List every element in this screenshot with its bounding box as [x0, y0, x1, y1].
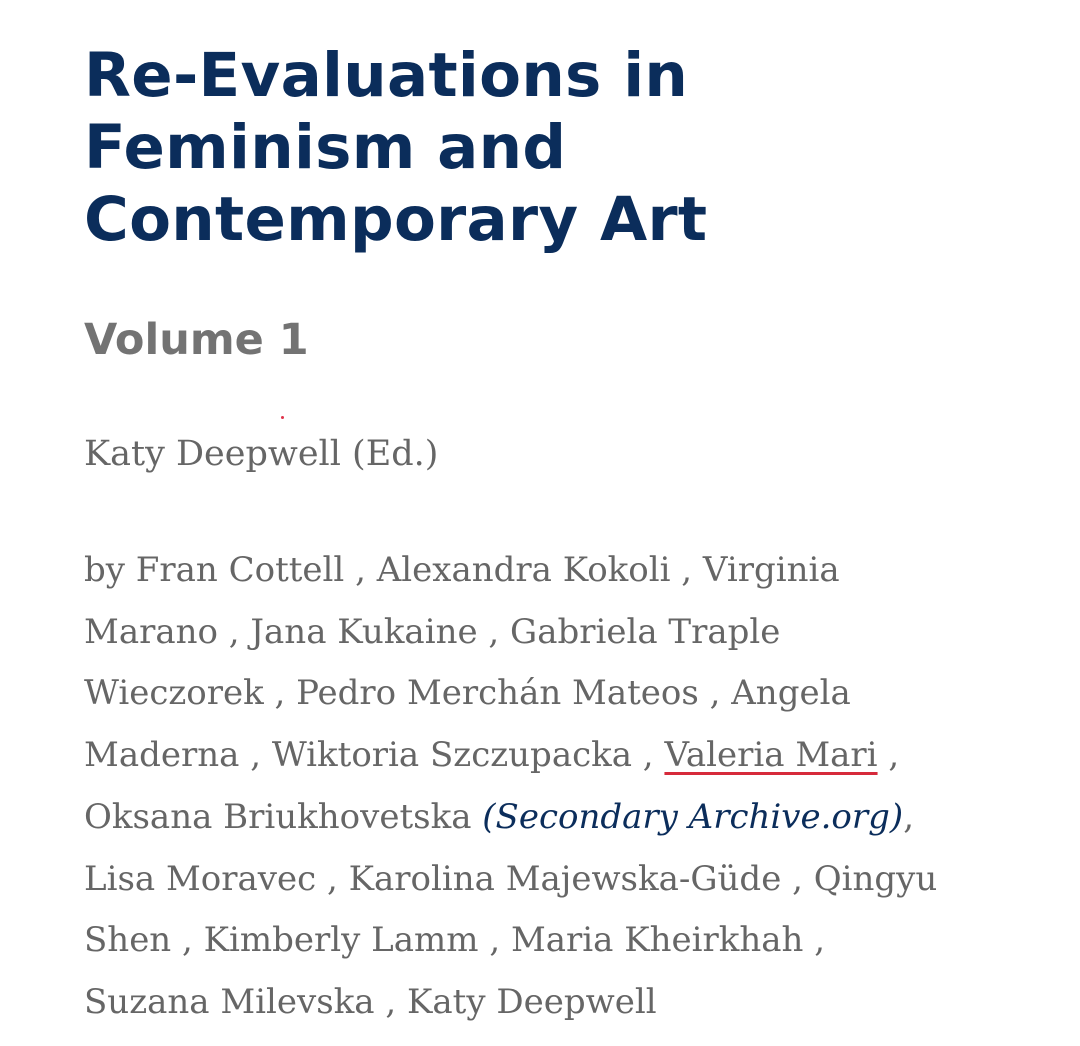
red-dot-mark [281, 416, 284, 419]
author-link[interactable]: Karolina Majewska-Güde [348, 858, 782, 899]
editor-credit: Katy Deepwell (Ed.) [84, 434, 439, 474]
author-link[interactable]: Alexandra Kokoli [376, 550, 671, 590]
author-link[interactable]: Pedro Merchán Mateos [296, 673, 699, 714]
volume-label: Volume 1 [84, 315, 309, 365]
contributors-line-5: Oksana Briukhovetska (Secondary Archive.org), [84, 796, 914, 837]
contributors-line-6: Lisa Moravec , Karolina Majewska-Güde , Qingyu [84, 858, 938, 899]
author-link[interactable]: Jana Kukaine [250, 611, 478, 652]
contributors-line-8: Suzana Milevska , Katy Deepwell [84, 981, 657, 1022]
book-title [84, 40, 984, 256]
contributors-line-3: Wieczorek , Pedro Merchán Mateos , Angela [84, 673, 851, 714]
title-line-2: Feminism and [84, 112, 567, 183]
author-link[interactable]: Katy Deepwell [407, 981, 657, 1022]
source-link[interactable]: (Secondary Archive.org) [482, 796, 904, 837]
contributors-line-1: by Fran Cottell , Alexandra Kokoli , Virginia [84, 550, 840, 590]
contributors-line-7: Shen , Kimberly Lamm , Maria Kheirkhah , [84, 920, 826, 961]
contributors-list [84, 540, 1004, 1034]
author-link[interactable]: Oksana Briukhovetska [84, 796, 472, 837]
contributors-line-2: Marano , Jana Kukaine , Gabriela Traple [84, 611, 781, 652]
title-line-1: Re-Evaluations in [84, 40, 689, 111]
title-line-3: Contemporary Art [84, 184, 708, 255]
contributors-line-4: Maderna , Wiktoria Szczupacka , Valeria Mari , [84, 735, 900, 776]
author-link[interactable]: Suzana Milevska [84, 981, 375, 1022]
author-link[interactable]: Kimberly Lamm [203, 920, 479, 961]
contributors-prefix: by [84, 550, 125, 590]
author-link[interactable]: Maria Kheirkhah [510, 920, 804, 961]
author-link[interactable]: Lisa Moravec [84, 858, 317, 899]
author-link-valeria-mari[interactable]: Valeria Mari [664, 735, 878, 776]
author-link[interactable]: Fran Cottell [135, 550, 345, 590]
author-link[interactable]: Wiktoria Szczupacka [271, 735, 632, 776]
